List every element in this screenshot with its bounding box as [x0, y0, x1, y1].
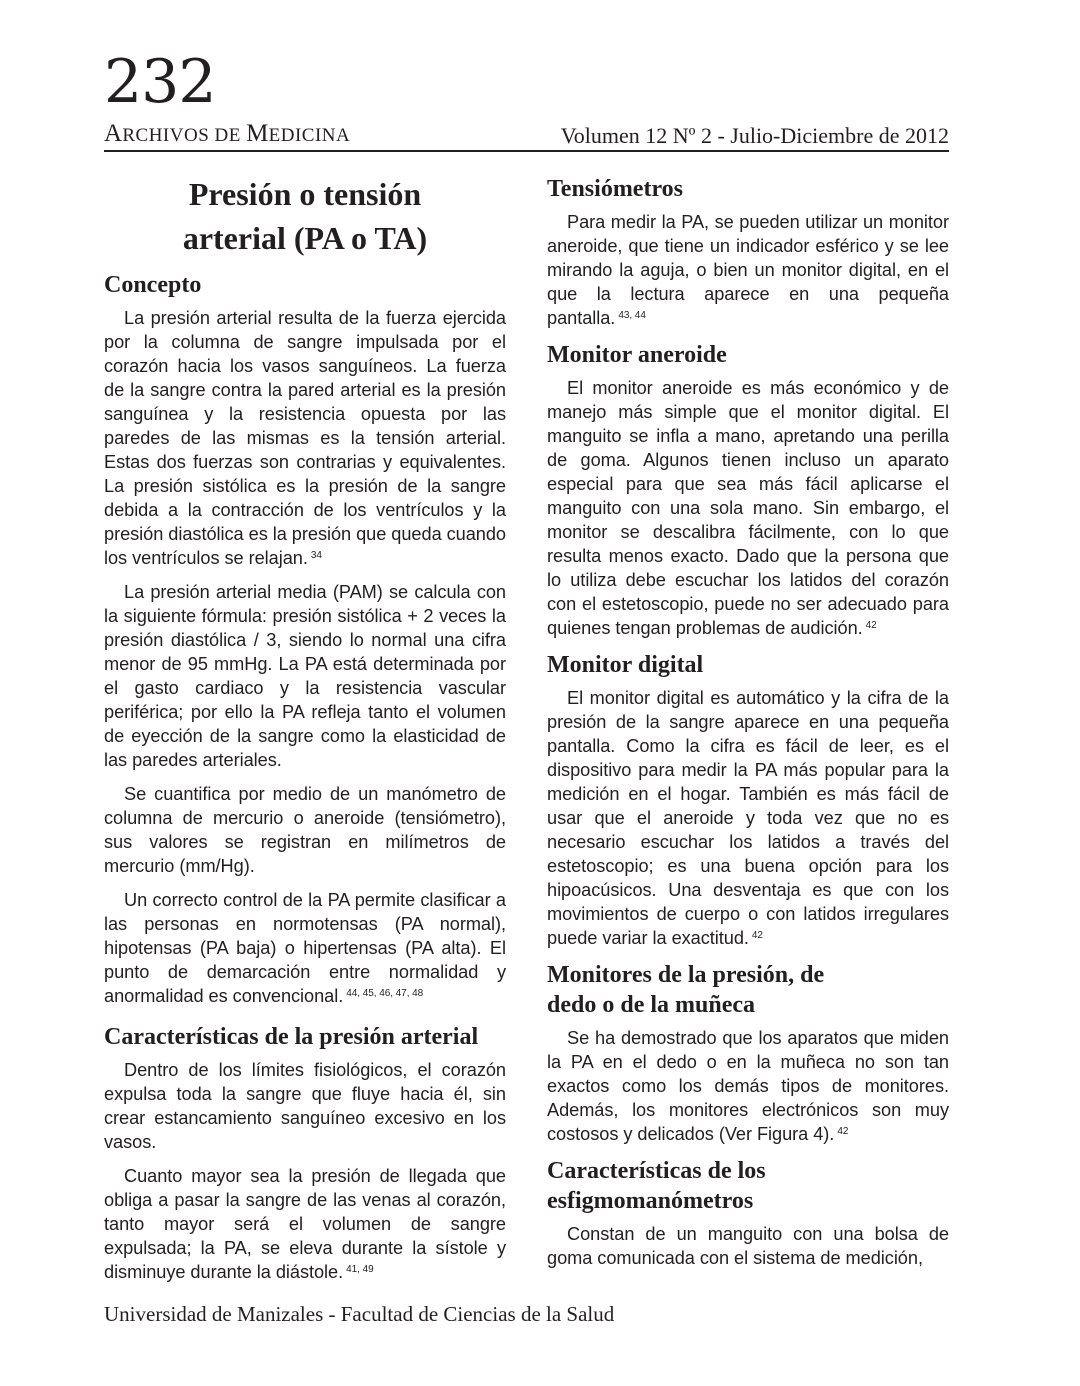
issue-info: Volumen 12 Nº 2 - Julio-Diciembre de 2012	[560, 123, 949, 148]
citation: 44, 45, 46, 47, 48	[346, 988, 424, 999]
citation: 42	[837, 1126, 849, 1137]
section-heading-monitor-aneroide: Monitor aneroide	[547, 342, 727, 368]
paragraph: El monitor aneroide es más económico y de manejo más simple que el monitor digital. El manguito se infla a mano, apretando una perilla de goma. Algunos tienen incluso un aparato especial para que sea más fácil aplicarse el manguito con una sola mano. Sin embargo, el monitor se descalibra fácilmente, con lo que resulta menos exacto. Dado que la persona que lo utiliza debe escuchar los latidos del corazón con el estetoscopio, puede no ser adecuado para quienes tengan problemas de audición. $^{42}$	[547, 378, 949, 638]
citation: 43, 44	[618, 310, 646, 321]
section-heading-tensiometros: Tensiómetros	[547, 176, 684, 202]
right-column	[547, 168, 949, 1280]
paragraph: Se cuantifica por medio de un manómetro de columna de mercurio o aneroide (tensiómetro), sus valores se registran en milímetros de mercurio (mm/Hg).	[104, 784, 506, 876]
paragraph: Para medir la PA, se pueden utilizar un monitor aneroide, que tiene un indicador esférico y se lee mirando la aguja, o bien un monitor digital, en el que la lectura aparece en una pequeña pantalla. $^{43, 44}$	[547, 212, 949, 328]
section-heading-concepto: Concepto	[104, 272, 202, 298]
citation: 34	[310, 550, 322, 561]
section-heading-caracteristicas: Características de la presión arterial	[104, 1024, 479, 1050]
section-heading-monitor-digital: Monitor digital	[547, 652, 704, 678]
paragraph: La presión arterial resulta de la fuerza ejercida por la columna de sangre impulsada por el corazón hacia los vasos sanguíneos. La fuerza de la sangre contra la pared arterial es la presión sanguínea y la resistencia opuesta por las paredes de las mismas es la tensión arterial. Estas dos fuerzas son contrarias y equivalentes. La presión sistólica es la presión de la sangre debida a la contracción de los ventrículos y la presión diastólica es la presión que queda cuando los ventrículos se relajan. $^{34}$	[104, 308, 507, 568]
citation: 42	[751, 930, 763, 941]
page-number: 232	[104, 47, 216, 117]
section-heading-esfigmomanometros: Características de los esfigmomanómetros	[547, 1158, 766, 1214]
page-footer: Universidad de Manizales - Facultad de Ciencias de la Salud	[104, 1302, 615, 1326]
running-head	[104, 120, 949, 152]
journal-name: ARCHIVOS DE MEDICINA	[104, 120, 351, 147]
paragraph: Cuanto mayor sea la presión de llegada que obliga a pasar la sangre de las venas al corazón, tanto mayor será el volumen de sangre expulsada; la PA, se eleva durante la sístole y disminuye durante la diástole. $^{41, 49}$	[104, 1166, 506, 1282]
citation: 41, 49	[346, 1264, 374, 1275]
left-column	[104, 168, 506, 1294]
paragraph: El monitor digital es automático y la cifra de la presión de la sangre aparece en una pequeña pantalla. Como la cifra es fácil de leer, es el dispositivo para medir la PA más popular para la medición en el hogar. También es más fácil de usar que el aneroide y toda vez que no es necesario escuchar los latidos a través del estetoscopio; es una buena opción para los hipoacúsicos. Una desventaja es que con los movimientos de cuerpo o con latidos irregulares puede variar la exactitud. $^{42}$	[547, 688, 949, 948]
paragraph: Dentro de los límites fisiológicos, el corazón expulsa toda la sangre que fluye hacia él, sin crear estancamiento sanguíneo excesivo en los vasos.	[104, 1060, 506, 1152]
citation: 42	[865, 620, 877, 631]
paragraph: Constan de un manguito con una bolsa de goma comunicada con el sistema de medición,	[547, 1224, 949, 1268]
paragraph: Se ha demostrado que los aparatos que miden la PA en el dedo o en la muñeca no son tan exactos como los demás tipos de monitores. Además, los monitores electrónicos son muy costosos y delicados (Ver Figura 4). $^{42}$	[547, 1028, 949, 1144]
article-title: Presión o tensión arterial (PA o TA)	[182, 176, 428, 256]
paragraph: Un correcto control de la PA permite clasificar a las personas en normotensas (PA normal), hipotensas (PA baja) o hipertensas (PA alta). El punto de demarcación entre normalidad y anormalidad es convencional. $^{44, 45, 46, 47, 48}$	[104, 890, 506, 1006]
paragraph: La presión arterial media (PAM) se calcula con la siguiente fórmula: presión sistólica + 2 veces la presión diastólica / 3, siendo lo normal una cifra menor de 95 mmHg. La PA está determinada por el gasto cardiaco y la resistencia vascular periférica; por ello la PA refleja tanto el volumen de eyección de la sangre como la elasticidad de las paredes arteriales.	[104, 582, 506, 770]
section-heading-monitores-dedo-muneca: Monitores de la presión, de dedo o de la muñeca	[547, 962, 825, 1018]
